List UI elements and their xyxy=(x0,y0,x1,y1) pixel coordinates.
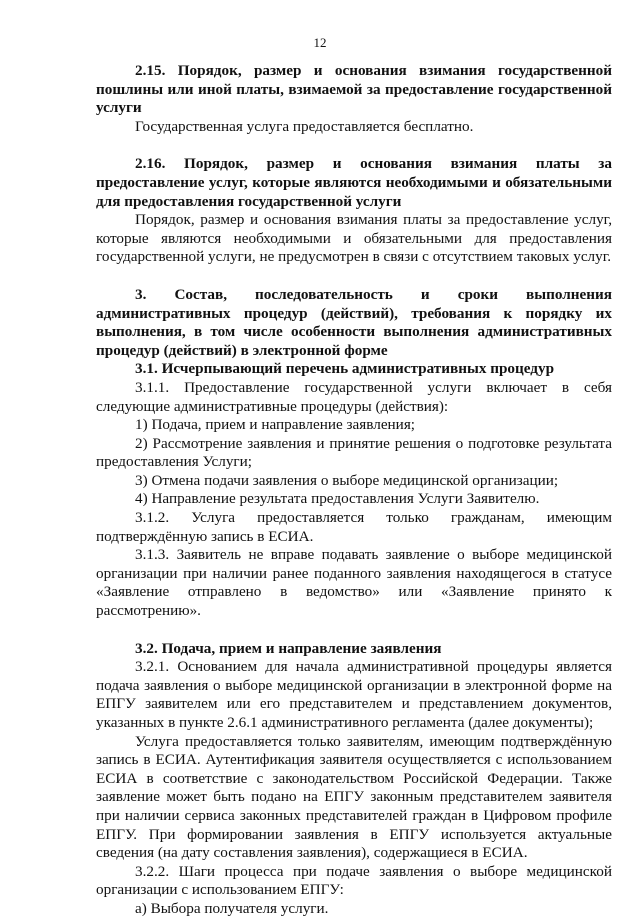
list-item: 2) Рассмотрение заявления и принятие решения о подготовке результата предоставления Услуги; xyxy=(96,434,612,471)
list-item: 3) Отмена подачи заявления о выборе медицинской организации; xyxy=(135,471,559,489)
section-2-15-text: Государственная услуга предоставляется бесплатно. xyxy=(135,117,474,135)
section-2-16-heading: 2.16. Порядок, размер и основания взимания платы за предоставление услуг, которые являются необходимыми и обязательными для предоставления государственной услуги xyxy=(96,155,612,210)
paragraph-3-1-3: 3.1.3. Заявитель не вправе подавать заявление о выборе медицинской организации при наличии ранее поданного заявления находящегося в статусе «Заявление отправлено в ведомство» или «Заявление принято к рассмотрению». xyxy=(96,546,612,620)
list-item: 1) Подача, прием и направление заявления; xyxy=(135,416,416,434)
list-item: 4) Направление результата предоставления Услуги Заявителю. xyxy=(135,490,540,508)
page-number: 12 xyxy=(313,35,327,50)
section-2-16-text: Порядок, размер и основания взимания платы за предоставление услуг, которые являются необходимыми и обязательными для предоставления государственной услуги, не предусмотрен в связи с отсутствием таковых услуг. xyxy=(96,211,612,266)
paragraph-3-2-1-continued: Услуга предоставляется только заявителям, имеющим подтверждённую запись в ЕСИА. Аутентификация заявителя осуществляется с использованием ЕСИА в соответствие с законодательством Российской Федерации. Также заявление может быть подано на ЕПГУ законным представителем заявителя при наличии сервиса законных представителей граждан в Цифровом профиле ЕПГУ. При формировании заявления в ЕПГУ используется актуальные сведения (на дату составления заявления), содержащиеся в ЕСИА. xyxy=(96,732,612,862)
paragraph-3-1-1: 3.1.1. Предоставление государственной услуги включает в себя следующие административные процедуры (действия): xyxy=(96,378,612,415)
paragraph-3-1-2: 3.1.2. Услуга предоставляется только гражданам, имеющим подтверждённую запись в ЕСИА. xyxy=(96,509,612,545)
list-item: а) Выбора получателя услуги. xyxy=(135,899,329,917)
section-3-1-heading: 3.1. Исчерпывающий перечень административных процедур xyxy=(135,360,555,378)
section-3-2-heading: 3.2. Подача, прием и направление заявления xyxy=(135,639,442,657)
paragraph-3-2-1: 3.2.1. Основанием для начала административной процедуры является подача заявления о выборе медицинской организации в электронной форме на ЕПГУ заявителем или его представителем и представлением документов, указанных в пункте 2.6.1 административного регламента (далее документы); xyxy=(96,658,612,731)
section-2-15-heading: 2.15. Порядок, размер и основания взимания государственной пошлины или иной платы, взимаемой за предоставление государственной услуги xyxy=(96,62,612,117)
document-body xyxy=(96,62,612,919)
section-3-heading: 3. Состав, последовательность и сроки выполнения административных процедур (действий), требования к порядку их выполнения, в том числе особенности выполнения административных процедур (действий) в электронной форме xyxy=(96,285,612,359)
spacer xyxy=(96,267,612,286)
spacer xyxy=(96,136,612,155)
spacer xyxy=(96,621,612,640)
paragraph-3-2-2: 3.2.2. Шаги процесса при подаче заявления о выборе медицинской организации с использованием ЕПГУ: xyxy=(96,862,612,899)
